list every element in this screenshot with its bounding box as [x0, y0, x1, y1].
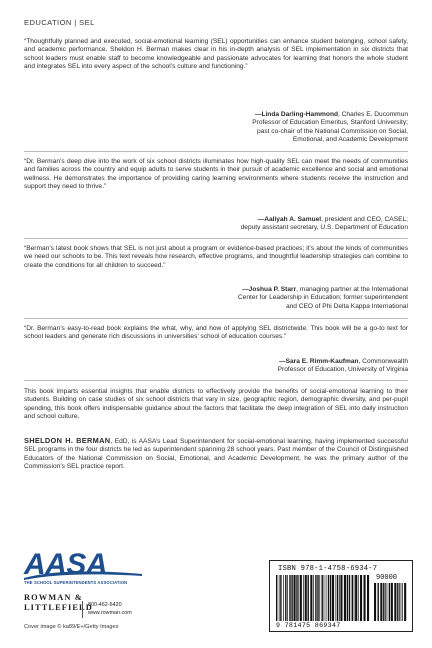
endorsement-quote-3: “Berman’s latest book shows that SEL is not just about a program or evidence-based practices; it’s about the kinds of communities we need our schools to be. This text reveals how research, effective programs, and thoughtful leadership strategies can combine to create the conditions for all children to succeed.”	[24, 245, 408, 269]
endorser-name: —Aaliyah A. Samuel	[257, 216, 322, 223]
barcode-bars	[276, 575, 372, 621]
author-bio-text: , EdD, is AASA’s Lead Superintendent for social-emotional learning, having implemented successful SEL programs in the four districts he led as superintendent spanning 28 school years. Past member of the Council of Distinguished Educators of the National Commission on Social, Emotional, and Academic Development, he was the primary author of the Commission’s SEL practice report.	[24, 438, 408, 470]
barcode-bar	[310, 575, 312, 621]
barcode-bar	[313, 575, 314, 621]
barcode-bar	[303, 575, 304, 621]
publisher-contact	[88, 601, 132, 617]
publisher-divider	[82, 601, 83, 618]
isbn-label: ISBN 978-1-4758-6934-7	[278, 565, 378, 573]
barcode-bar	[279, 575, 280, 621]
endorsement-quote-1: “Thoughtfully planned and executed, social-emotional learning (SEL) opportunities can enhance student belonging, school safety, and academic performance. Sheldon H. Berman makes clear in his in-depth analysis of SEL implementation in six districts that school leaders must enable staff to become knowledgeable and passionate advocates for learning that honors the whole student and integrates SEL into every aspect of the school’s culture and functioning.”	[24, 38, 408, 70]
barcode-bar	[380, 583, 382, 621]
section-divider	[24, 151, 408, 152]
barcode-bar	[358, 575, 359, 621]
barcode-bar	[399, 583, 400, 621]
endorser-title-line: Professor of Education Emeritus, Stanford University;	[252, 119, 408, 127]
barcode-bar	[280, 575, 281, 621]
book-summary: This book imparts essential insights that enable districts to effectively provide the benefits of social-emotional learning to their students. Building on case studies of six school districts that vary in size, geographic region, demographic diversity, and per-pupil spending, this book offers indispensable guidance about the factors that facilitate the deep integration of SEL into daily instruction and school culture.	[24, 388, 408, 420]
publisher-website: www.rowman.com	[88, 610, 132, 616]
author-bio	[24, 437, 408, 471]
barcode-bar	[337, 575, 338, 621]
endorsement-attribution-4	[278, 358, 408, 375]
barcode-bar	[387, 583, 388, 621]
barcode-bar	[328, 575, 329, 621]
endorser-title-line: , president and CEO, CASEL;	[321, 216, 408, 223]
publisher-phone: 800-462-6420	[88, 602, 122, 608]
barcode-supplement-bars	[374, 583, 408, 621]
barcode-bar	[296, 575, 297, 621]
barcode-bar	[317, 575, 318, 621]
barcode-bar	[291, 575, 292, 621]
barcode-bar	[354, 575, 355, 621]
section-divider	[24, 318, 408, 319]
barcode-bar	[287, 575, 288, 621]
aasa-wordmark: AASA	[24, 548, 108, 581]
barcode-bar	[397, 583, 398, 621]
barcode-bar	[315, 575, 316, 621]
barcode-bar	[383, 583, 384, 621]
barcode-bar	[285, 575, 286, 621]
author-name: SHELDON H. BERMAN	[24, 436, 111, 445]
endorsement-quote-2: “Dr. Berman’s deep dive into the work of six school districts illuminates how high-quality SEL can meet the needs of communities and families across the country and equip adults to serve students in their pursuit of academic excellence and social and emotional wellness. He demonstrates the importance of providing caring learning environments where students receive the instruction and support they need to thrive.”	[24, 158, 408, 190]
barcode-bar	[336, 575, 337, 621]
barcode-bar	[391, 583, 393, 621]
barcode-bar	[360, 575, 362, 621]
barcode-bar	[305, 575, 307, 621]
barcode-bar	[276, 575, 277, 621]
barcode-supplement-number: 90000	[376, 574, 398, 582]
aasa-logo	[24, 550, 144, 588]
endorser-title-line: , Commonwealth	[358, 358, 408, 365]
barcode-bar	[300, 575, 302, 621]
barcode-bar	[385, 583, 386, 621]
barcode-bar	[349, 575, 350, 621]
barcode-bar	[364, 575, 366, 621]
cover-image-credit: Cover image © ka89/E+/Getty Images	[24, 624, 119, 630]
barcode-bar	[394, 583, 396, 621]
endorser-name: —Linda Darling-Hammond	[254, 111, 338, 118]
barcode-bar	[355, 575, 357, 621]
endorsement-attribution-3	[238, 286, 408, 311]
barcode-bar	[374, 583, 376, 621]
endorser-title-line: and CEO of Phi Delta Kappa International	[285, 302, 408, 310]
barcode-bar	[367, 575, 369, 621]
publisher-name-line: ROWMAN &	[24, 593, 83, 602]
endorsement-quote-4: “Dr. Berman’s easy-to-read book explains the what, why, and how of applying SEL districtwide. This book will be a go-to text for school leaders and generate rich discussions in universities’ school of education courses.”	[24, 325, 408, 341]
endorser-title-line: Emotional, and Academic Development	[292, 135, 408, 143]
endorser-name: —Sara E. Rimm-Kaufman	[279, 358, 359, 365]
endorser-title-line: , managing partner at the International	[296, 286, 408, 293]
barcode-bar	[289, 575, 290, 621]
barcode-bar	[339, 575, 340, 621]
barcode-bar	[319, 575, 320, 621]
endorsement-attribution-1	[252, 111, 408, 144]
barcode-bar	[389, 583, 390, 621]
barcode-bar	[283, 575, 284, 621]
barcode-bar	[294, 575, 296, 621]
barcode-bar	[308, 575, 309, 621]
aasa-tagline: THE SCHOOL SUPERINTENDENTS ASSOCIATION	[24, 580, 128, 585]
category-label: EDUCATION | SEL	[24, 18, 95, 27]
barcode-bar	[378, 583, 379, 621]
barcode-bar	[340, 575, 342, 621]
publisher-name-line: LITTLEFIELD	[24, 602, 93, 612]
endorser-title-line: past co-chair of the National Commission on Social,	[257, 127, 408, 135]
endorser-name: —Joshua P. Starr	[242, 286, 297, 293]
endorser-title-line: deputy assistant secretary, U.S. Department of Education	[240, 224, 408, 232]
barcode-bar	[324, 575, 325, 621]
barcode-bar	[326, 575, 327, 621]
barcode-bar	[322, 575, 323, 621]
endorser-title-line: Professor of Education, University of Virginia	[277, 366, 408, 374]
endorser-title-line: Center for Leadership in Education; former superintendent	[237, 294, 408, 302]
barcode-bar	[298, 575, 299, 621]
section-divider	[24, 380, 408, 381]
barcode-digits: 9 781475 869347	[276, 622, 341, 629]
barcode-bar	[401, 583, 402, 621]
barcode-bar	[402, 583, 403, 621]
endorsement-attribution-2	[241, 216, 408, 233]
section-divider	[24, 238, 408, 239]
barcode-bar	[404, 583, 406, 621]
barcode-bar	[344, 575, 346, 621]
isbn-barcode	[269, 560, 413, 632]
barcode-bar	[330, 575, 331, 621]
barcode-bar	[352, 575, 353, 621]
endorser-title-line: , Charles E. Ducommun	[338, 111, 408, 118]
barcode-bar	[347, 575, 348, 621]
barcode-bar	[332, 575, 334, 621]
